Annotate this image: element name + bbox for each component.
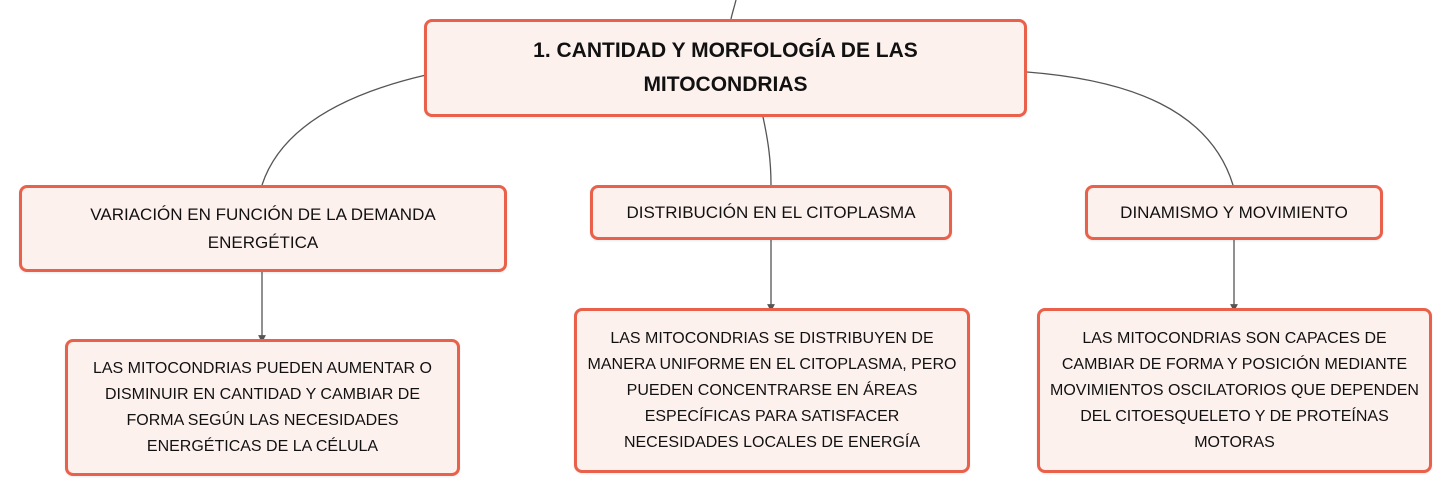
detail-dinamismo-text: LAS MITOCONDRIAS SON CAPACES DE CAMBIAR DE FORMA Y POSICIÓN MEDIANTE MOVIMIENTOS OSCILATORIOS QUE DEPENDEN DEL CITOESQUELETO Y DE PROTEÍNAS MOTORAS (1050, 329, 1419, 451)
connector-root-var (262, 75, 426, 185)
detail-variacion[interactable] (65, 339, 460, 476)
branch-distribucion-label: DISTRIBUCIÓN EN EL CITOPLASMA (626, 202, 916, 222)
detail-dinamismo[interactable] (1037, 308, 1432, 473)
root-topic[interactable] (424, 19, 1027, 117)
connector-parent (731, 0, 736, 19)
branch-dinamismo[interactable] (1085, 185, 1383, 240)
connector-root-dis (763, 117, 771, 185)
root-topic-label: 1. CANTIDAD Y MORFOLOGÍA DE LAS MITOCONDRIAS (533, 39, 918, 96)
detail-distribucion-text: LAS MITOCONDRIAS SE DISTRIBUYEN DE MANERA UNIFORME EN EL CITOPLASMA, PERO PUEDEN CONCENTRARSE EN ÁREAS ESPECÍFICAS PARA SATISFACER NECESIDADES LOCALES DE ENERGÍA (587, 329, 957, 451)
branch-variacion[interactable] (19, 185, 507, 272)
connector-root-din (1027, 72, 1233, 185)
detail-variacion-text: LAS MITOCONDRIAS PUEDEN AUMENTAR O DISMINUIR EN CANTIDAD Y CAMBIAR DE FORMA SEGÚN LAS NECESIDADES ENERGÉTICAS DE LA CÉLULA (92, 359, 432, 455)
detail-distribucion[interactable] (574, 308, 970, 473)
branch-dinamismo-label: DINAMISMO Y MOVIMIENTO (1120, 202, 1348, 222)
branch-distribucion[interactable] (590, 185, 952, 240)
branch-variacion-label: VARIACIÓN EN FUNCIÓN DE LA DEMANDA ENERGÉTICA (90, 204, 436, 252)
